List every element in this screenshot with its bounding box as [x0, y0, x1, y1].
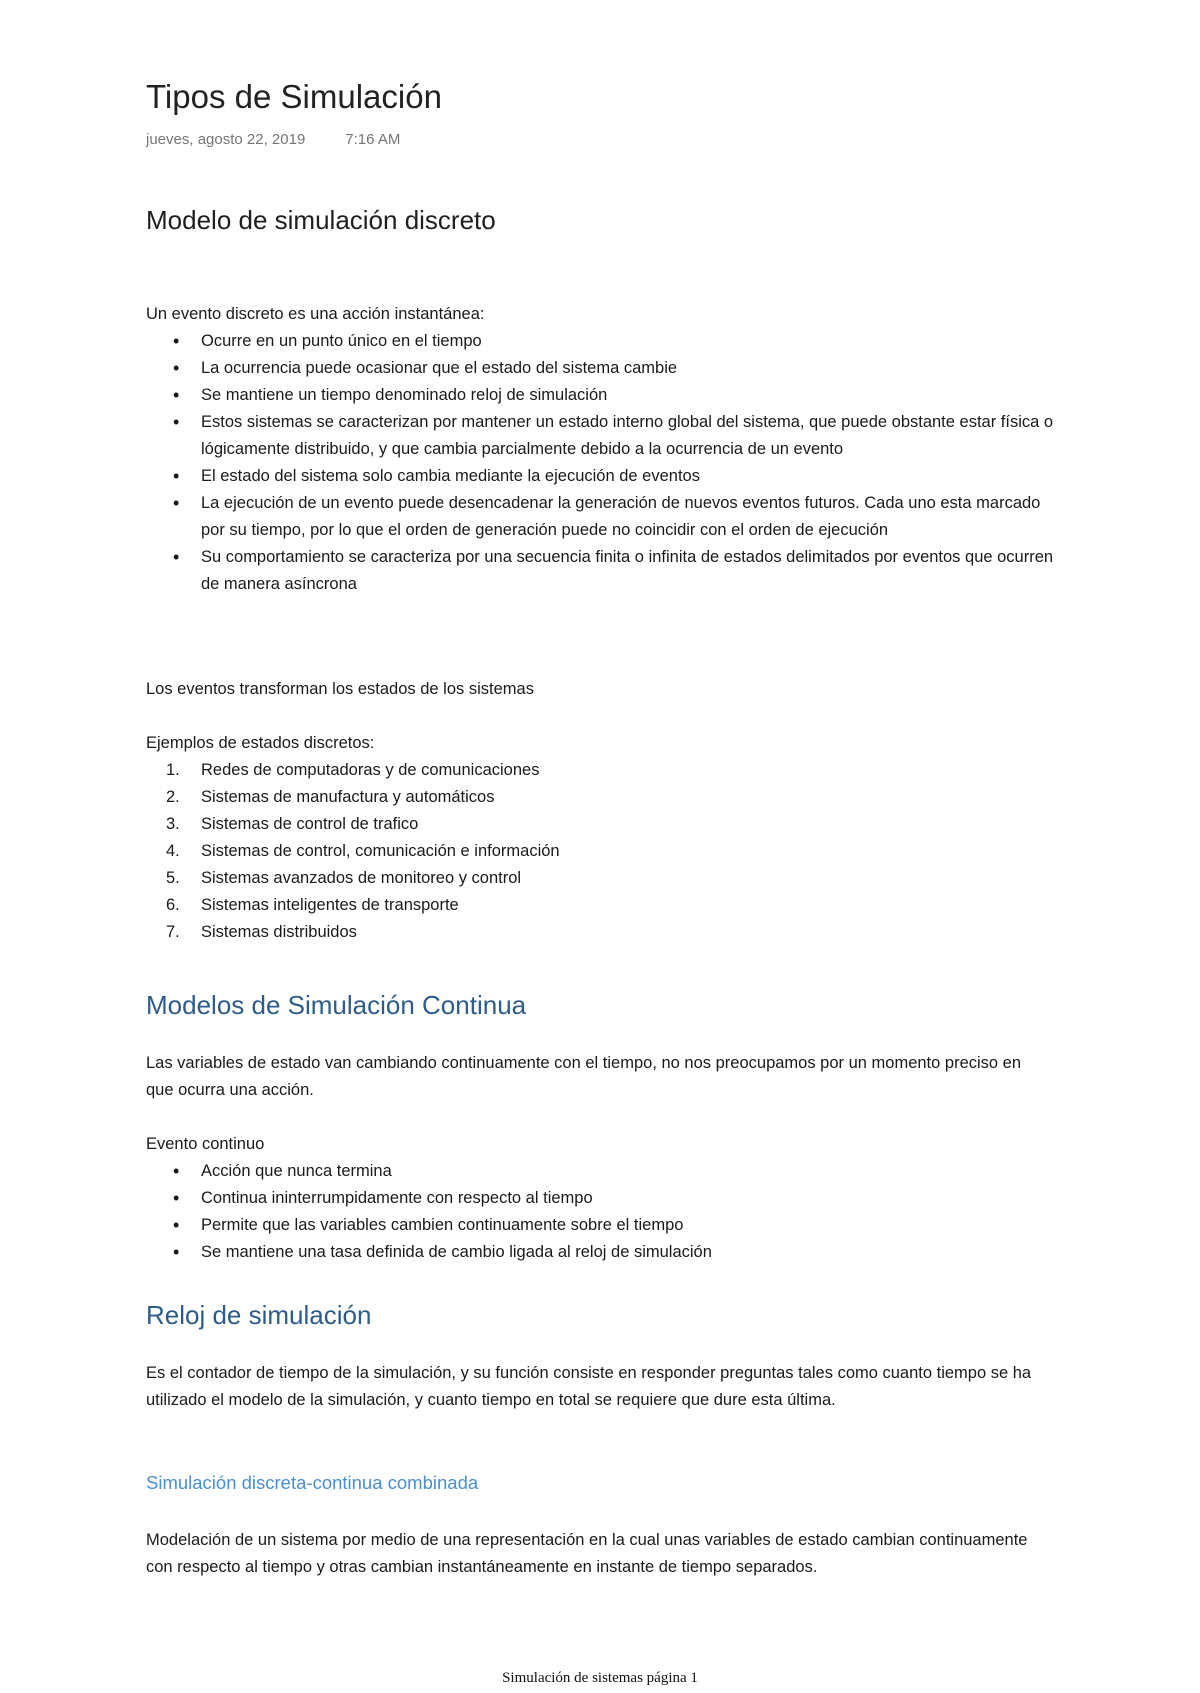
- page-time: 7:16 AM: [345, 131, 401, 148]
- page-date-time: [146, 131, 400, 148]
- list-item: • Permite que las variables cambien continuamente sobre el tiempo: [146, 1212, 1066, 1239]
- list-item: 1. Redes de computadoras y de comunicaciones: [166, 761, 540, 779]
- discrete-intro: Un evento discreto es una acción instantánea:: [146, 305, 485, 323]
- section-discrete-heading: Modelo de simulación discreto: [146, 205, 496, 235]
- page-date: jueves, agosto 22, 2019: [146, 131, 306, 148]
- list-item: • Ocurre en un punto único en el tiempo: [146, 328, 1066, 355]
- list-item: • Su comportamiento se caracteriza por una secuencia finita o infinita de estados delimitados por eventos que ocurren de manera asíncrona: [146, 544, 1066, 598]
- list-item: • Se mantiene una tasa definida de cambio ligada al reloj de simulación: [146, 1239, 1066, 1266]
- discrete-transform: [146, 676, 1066, 703]
- page-title: Tipos de Simulación: [146, 78, 442, 115]
- page-footer: Simulación de sistemas página 1: [502, 1670, 698, 1686]
- discrete-transform-text: Los eventos transforman los estados de los sistemas: [146, 680, 534, 698]
- list-item: 5. Sistemas avanzados de monitoreo y control: [166, 869, 522, 887]
- list-item: 2. Sistemas de manufactura y automáticos: [166, 788, 495, 806]
- list-item: • Se mantiene un tiempo denominado reloj de simulación: [146, 382, 1066, 409]
- continuous-intro: Las variables de estado van cambiando continuamente con el tiempo, no nos preocupamos por un momento preciso en que ocurra una acción.: [146, 1054, 1022, 1099]
- section-clock: [146, 1298, 1066, 1332]
- list-item: • Continua ininterrumpidamente con respecto al tiempo: [146, 1185, 1066, 1212]
- list-item: • La ejecución de un evento puede desencadenar la generación de nuevos eventos futuros. Cada uno esta marcado por su tiempo, por lo que el orden de generación puede no coincidir con el orden de ejecución: [146, 490, 1066, 544]
- section-combined-heading: Simulación discreta-continua combinada: [146, 1472, 479, 1493]
- continuous-bullet-list: [146, 1158, 1066, 1266]
- list-item: 4. Sistemas de control, comunicación e información: [166, 842, 560, 860]
- clock-body: [146, 1360, 1046, 1414]
- examples-intro: Ejemplos de estados discretos:: [146, 734, 375, 752]
- continuous-event-label: Evento continuo: [146, 1135, 265, 1153]
- section-continuous-heading: Modelos de Simulación Continua: [146, 990, 527, 1020]
- combined-body: [146, 1527, 1046, 1581]
- section-discrete: [146, 203, 1066, 237]
- list-item: • Estos sistemas se caracterizan por mantener un estado interno global del sistema, que puede obstante estar física o lógicamente distribuido, y que cambia parcialmente debido a la ocurrencia de un evento: [146, 409, 1066, 463]
- examples-numbered-list: [146, 757, 1066, 946]
- list-item: 7. Sistemas distribuidos: [166, 923, 357, 941]
- list-item: • El estado del sistema solo cambia mediante la ejecución de eventos: [146, 463, 1066, 490]
- section-combined: [146, 1470, 1066, 1496]
- section-clock-heading: Reloj de simulación: [146, 1300, 372, 1330]
- list-item: 6. Sistemas inteligentes de transporte: [166, 896, 459, 914]
- list-item: • Acción que nunca termina: [146, 1158, 1066, 1185]
- discrete-body: [146, 301, 1066, 598]
- clock-text: Es el contador de tiempo de la simulación, y su función consiste en responder preguntas tales como cuanto tiempo se ha utilizado el modelo de la simulación, y cuanto tiempo en total se requiere que dure esta última.: [146, 1364, 1032, 1409]
- list-item: • La ocurrencia puede ocasionar que el estado del sistema cambie: [146, 355, 1066, 382]
- combined-text: Modelación de un sistema por medio de una representación en la cual unas variables de estado cambian continuamente con respecto al tiempo y otras cambian instantáneamente en instante de tiempo separados.: [146, 1531, 1028, 1576]
- section-continuous: [146, 988, 1066, 1022]
- continuous-events: [146, 1131, 1066, 1266]
- discrete-examples: [146, 730, 1066, 946]
- continuous-intro-block: [146, 1050, 1046, 1104]
- discrete-bullet-list: [146, 328, 1066, 598]
- list-item: 3. Sistemas de control de trafico: [166, 815, 419, 833]
